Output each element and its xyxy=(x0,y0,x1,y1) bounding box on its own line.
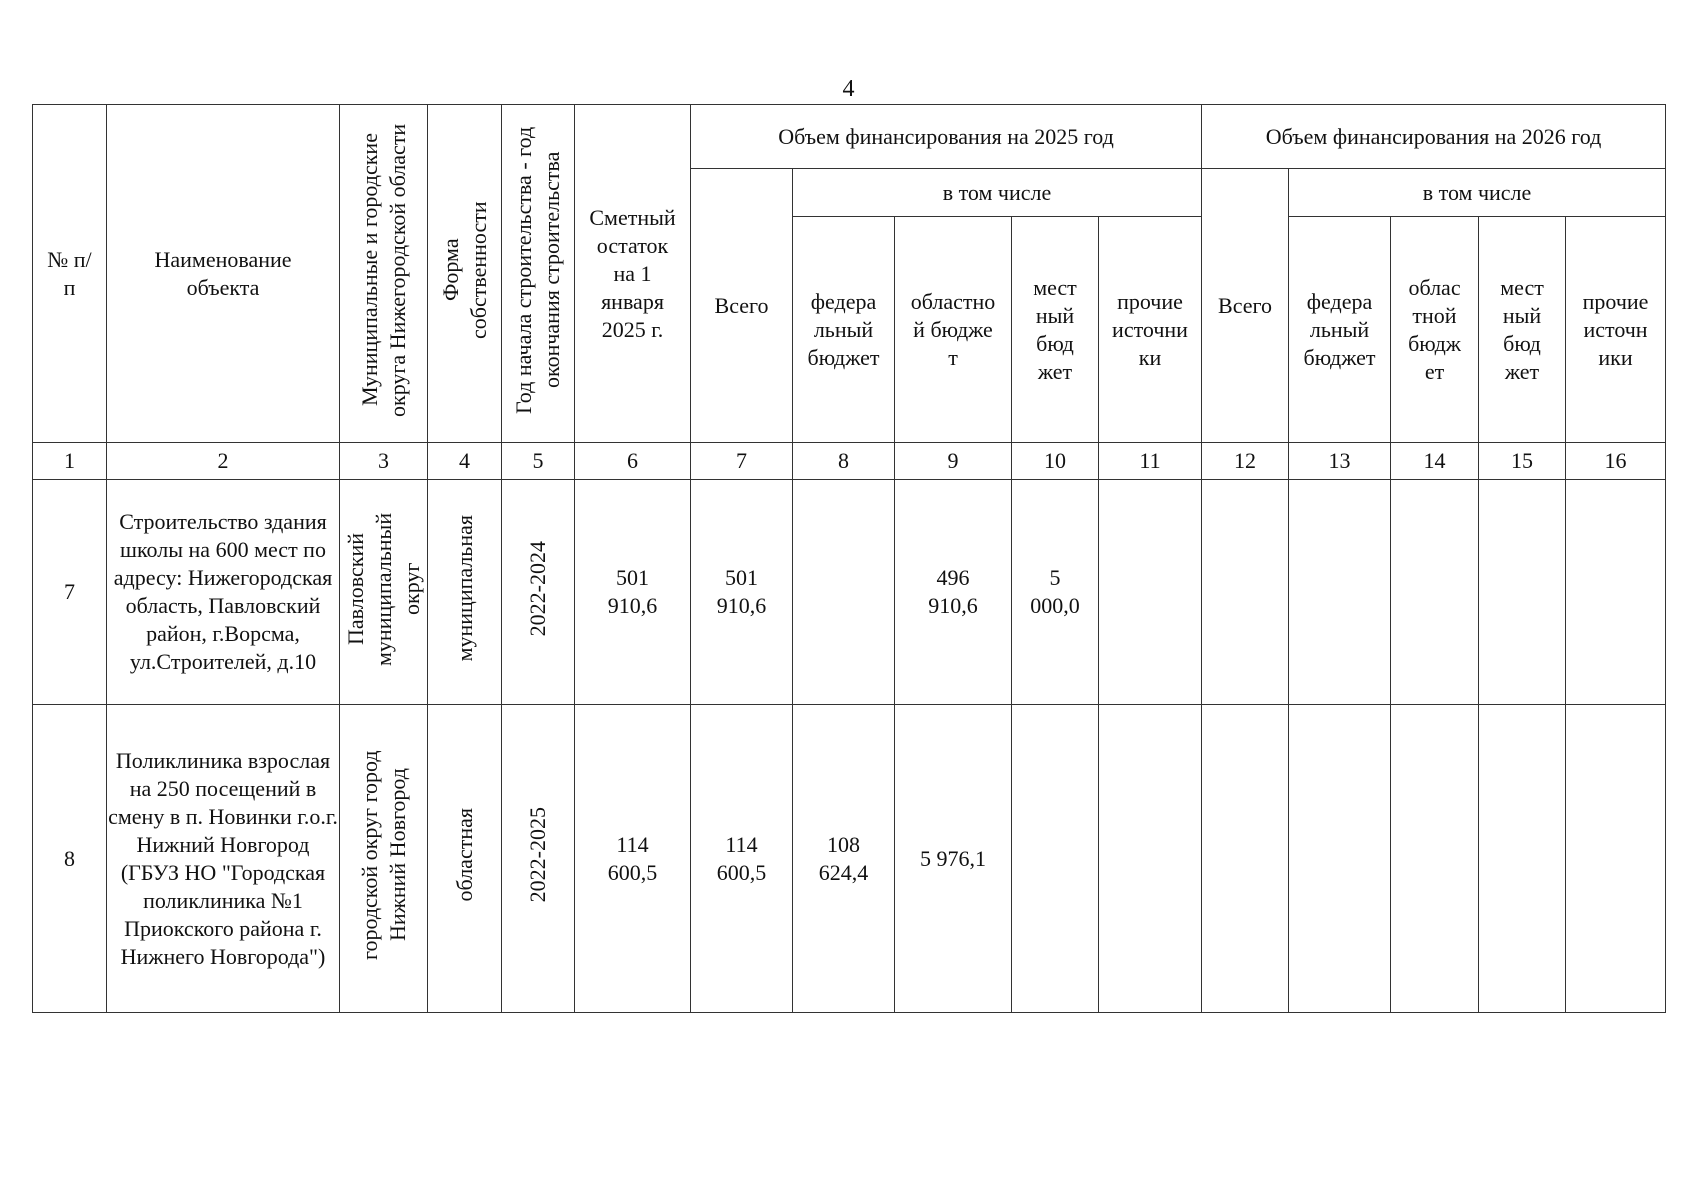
header-federal-2025: федеральный бюджет xyxy=(793,217,895,443)
header-local-2026: местный бюджет xyxy=(1479,217,1566,443)
table-row xyxy=(33,705,1666,1013)
years-cell: 2022-2025 xyxy=(502,705,575,1013)
local-2025-cell: 5 000,0 xyxy=(1012,480,1099,705)
federal-2025-cell xyxy=(793,480,895,705)
estimate-cell: 501 910,6 xyxy=(575,480,691,705)
regional-2025-cell: 496 910,6 xyxy=(895,480,1012,705)
row-num: 8 xyxy=(33,705,107,1013)
column-number: 5 xyxy=(502,443,575,480)
header-other-2025: прочие источники xyxy=(1099,217,1202,443)
column-number: 4 xyxy=(428,443,502,480)
municipality-cell: городской округ город Нижний Новгород xyxy=(340,705,428,1013)
total-2026-cell xyxy=(1202,705,1289,1013)
column-number-row xyxy=(33,443,1666,480)
years-cell: 2022-2024 xyxy=(502,480,575,705)
estimate-cell: 114 600,5 xyxy=(575,705,691,1013)
object-name: Поликлиника взрослая на 250 посещений в смену в п. Новинки г.о.г. Нижний Новгород (ГБУЗ НО "Городская поликлиника №1 Приокского района г. Нижнего Новгорода") xyxy=(107,705,340,1013)
regional-2026-cell xyxy=(1391,480,1479,705)
column-number: 14 xyxy=(1391,443,1479,480)
other-2025-cell xyxy=(1099,705,1202,1013)
local-2025-cell xyxy=(1012,705,1099,1013)
column-number: 9 xyxy=(895,443,1012,480)
header-regional-2025: областной бюджет xyxy=(895,217,1012,443)
header-including-2025: в том числе xyxy=(793,169,1202,217)
other-2026-cell xyxy=(1566,705,1666,1013)
table-row xyxy=(33,480,1666,705)
row-num: 7 xyxy=(33,480,107,705)
header-name: Наименование объекта xyxy=(107,105,340,443)
header-estimate: Сметный остаток на 1 января 2025 г. xyxy=(575,105,691,443)
ownership-cell: областная xyxy=(428,705,502,1013)
municipality-cell: Павловский муниципальный округ xyxy=(340,480,428,705)
column-number: 2 xyxy=(107,443,340,480)
header-other-2026: прочие источники xyxy=(1566,217,1666,443)
total-2025-cell: 501 910,6 xyxy=(691,480,793,705)
total-2026-cell xyxy=(1202,480,1289,705)
column-number: 13 xyxy=(1289,443,1391,480)
header-ownership: Форма собственности xyxy=(428,105,502,443)
total-2025-cell: 114 600,5 xyxy=(691,705,793,1013)
object-name: Строительство здания школы на 600 мест по адресу: Нижегородская область, Павловский район, г.Ворсма, ул.Строителей, д.10 xyxy=(107,480,340,705)
column-number: 10 xyxy=(1012,443,1099,480)
header-funding-2026: Объем финансирования на 2026 год xyxy=(1202,105,1666,169)
column-number: 6 xyxy=(575,443,691,480)
federal-2025-cell: 108 624,4 xyxy=(793,705,895,1013)
federal-2026-cell xyxy=(1289,705,1391,1013)
page-number: 4 xyxy=(842,76,855,102)
other-2025-cell xyxy=(1099,480,1202,705)
local-2026-cell xyxy=(1479,480,1566,705)
regional-2025-cell: 5 976,1 xyxy=(895,705,1012,1013)
header-years: Год начала строительства - год окончания строительства xyxy=(502,105,575,443)
header-num: № п/п xyxy=(33,105,107,443)
ownership-cell: муниципальная xyxy=(428,480,502,705)
column-number: 11 xyxy=(1099,443,1202,480)
local-2026-cell xyxy=(1479,705,1566,1013)
header-federal-2026: федеральный бюджет xyxy=(1289,217,1391,443)
other-2026-cell xyxy=(1566,480,1666,705)
investment-table xyxy=(32,104,1666,1013)
header-regional-2026: областной бюджет xyxy=(1391,217,1479,443)
federal-2026-cell xyxy=(1289,480,1391,705)
column-number: 16 xyxy=(1566,443,1666,480)
header-municipality: Муниципальные и городские округа Нижегородской области xyxy=(340,105,428,443)
header-local-2025: местный бюджет xyxy=(1012,217,1099,443)
regional-2026-cell xyxy=(1391,705,1479,1013)
header-total-2026: Всего xyxy=(1202,169,1289,443)
header-total-2025: Всего xyxy=(691,169,793,443)
column-number: 1 xyxy=(33,443,107,480)
header-including-2026: в том числе xyxy=(1289,169,1666,217)
column-number: 8 xyxy=(793,443,895,480)
column-number: 12 xyxy=(1202,443,1289,480)
column-number: 15 xyxy=(1479,443,1566,480)
header-funding-2025: Объем финансирования на 2025 год xyxy=(691,105,1202,169)
header-row-1 xyxy=(33,105,1666,169)
column-number: 7 xyxy=(691,443,793,480)
column-number: 3 xyxy=(340,443,428,480)
